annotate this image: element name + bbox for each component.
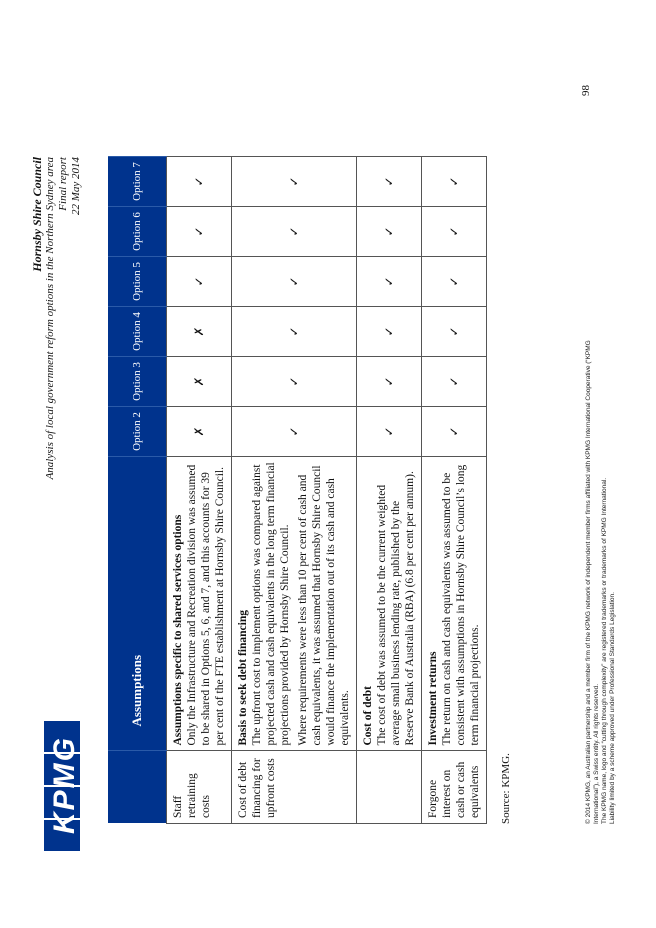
check-icon: ✓ (422, 407, 487, 457)
check-icon: ✓ (357, 307, 422, 357)
report-date: 22 May 2014 (70, 157, 82, 216)
header-option-7: Option 7 (108, 157, 167, 207)
cross-icon: ✗ (167, 407, 232, 457)
check-icon: ✓ (357, 207, 422, 257)
row-label: Staff retraining costs (167, 751, 232, 824)
cross-icon: ✗ (167, 357, 232, 407)
check-icon: ✓ (422, 157, 487, 207)
report-header (30, 157, 83, 717)
row-heading: Basis to seek debt financing (237, 610, 249, 746)
row-paragraph: Only the Infrastructure and Recreation division was assumed to be shared in Options 5, 6, and 7, and this accounts for 39 per cent of the FTE establishment at Hornsby Shire Council. (186, 464, 226, 746)
check-icon: ✓ (232, 357, 357, 407)
client-name: Hornsby Shire Council (30, 157, 44, 272)
row-label (357, 751, 422, 824)
row-content (232, 457, 357, 752)
header-option-2: Option 2 (108, 407, 167, 457)
header-option-5: Option 5 (108, 257, 167, 307)
report-type: Final report (57, 157, 69, 211)
check-icon: ✓ (232, 407, 357, 457)
row-label: Cost of debt financing for upfront costs (232, 751, 357, 824)
check-icon: ✓ (167, 257, 232, 307)
header-option-4: Option 4 (108, 307, 167, 357)
row-heading: Cost of debt (362, 686, 374, 746)
check-icon: ✓ (232, 207, 357, 257)
check-icon: ✓ (422, 357, 487, 407)
assumptions-table (108, 156, 487, 824)
source-note: Source: KPMG. (500, 753, 512, 824)
check-icon: ✓ (232, 307, 357, 357)
check-icon: ✓ (357, 257, 422, 307)
check-icon: ✓ (422, 307, 487, 357)
legal-footer (585, 304, 617, 824)
logo-text: KPMG (48, 736, 81, 834)
row-heading: Assumptions specific to shared services options (172, 514, 184, 746)
check-icon: ✓ (357, 407, 422, 457)
footer-copyright: © 2014 KPMG, an Australian partnership and a member firm of the KPMG network of independent member firms affiliated with KPMG International Cooperative (“KPMG International”), a Swiss entity. All rights reserved. (585, 340, 600, 824)
table-row (422, 157, 487, 824)
table-row (167, 157, 232, 824)
check-icon: ✓ (167, 207, 232, 257)
row-paragraph: The return on cash and cash equivalents was assumed to be consistent with assumptions in Hornsby Shire Council’s long term financial projections. (441, 464, 481, 746)
row-content (357, 457, 422, 752)
row-content (167, 457, 232, 752)
footer-trademark: The KPMG name, logo and “cutting through complexity” are registered trademarks or trademarks of KPMG International. (601, 477, 608, 824)
check-icon: ✓ (357, 357, 422, 407)
check-icon: ✓ (232, 257, 357, 307)
table-row (357, 157, 422, 824)
header-assumptions: Assumptions (108, 457, 167, 752)
header-option-3: Option 3 (108, 357, 167, 407)
report-title: Analysis of local government reform options in the Northern Sydney area (44, 157, 56, 480)
check-icon: ✓ (167, 157, 232, 207)
header-option-6: Option 6 (108, 207, 167, 257)
row-paragraph: The cost of debt was assumed to be the current weighted average small business lending rate, published by the Reserve Bank of Australia (RBA) (6.8 per cent per annum). (376, 471, 416, 746)
row-paragraph: Where requirements were less than 10 per cent of cash and cash equivalents, it was assumed that Hornsby Shire Council would finance the implementation out of its cash and cash equivalents. (297, 465, 351, 746)
kpmg-logo (44, 721, 94, 851)
page-number: 98 (580, 85, 592, 96)
check-icon: ✓ (422, 207, 487, 257)
table-header-row (108, 157, 167, 824)
cross-icon: ✗ (167, 307, 232, 357)
row-paragraph: The upfront cost to implement options was compared against projected cash and cash equivalents in the long term financial projections provided by Hornsby Shire Council. (251, 462, 291, 746)
check-icon: ✓ (232, 157, 357, 207)
row-heading: Investment returns (427, 651, 439, 746)
table-row (232, 157, 357, 824)
check-icon: ✓ (357, 157, 422, 207)
footer-liability: Liability limited by a scheme approved under Professional Standards Legislation. (609, 592, 616, 824)
row-content (422, 457, 487, 752)
row-label: Forgone interest on cash or cash equivalents (422, 751, 487, 824)
header-label-column (108, 751, 167, 824)
check-icon: ✓ (422, 257, 487, 307)
